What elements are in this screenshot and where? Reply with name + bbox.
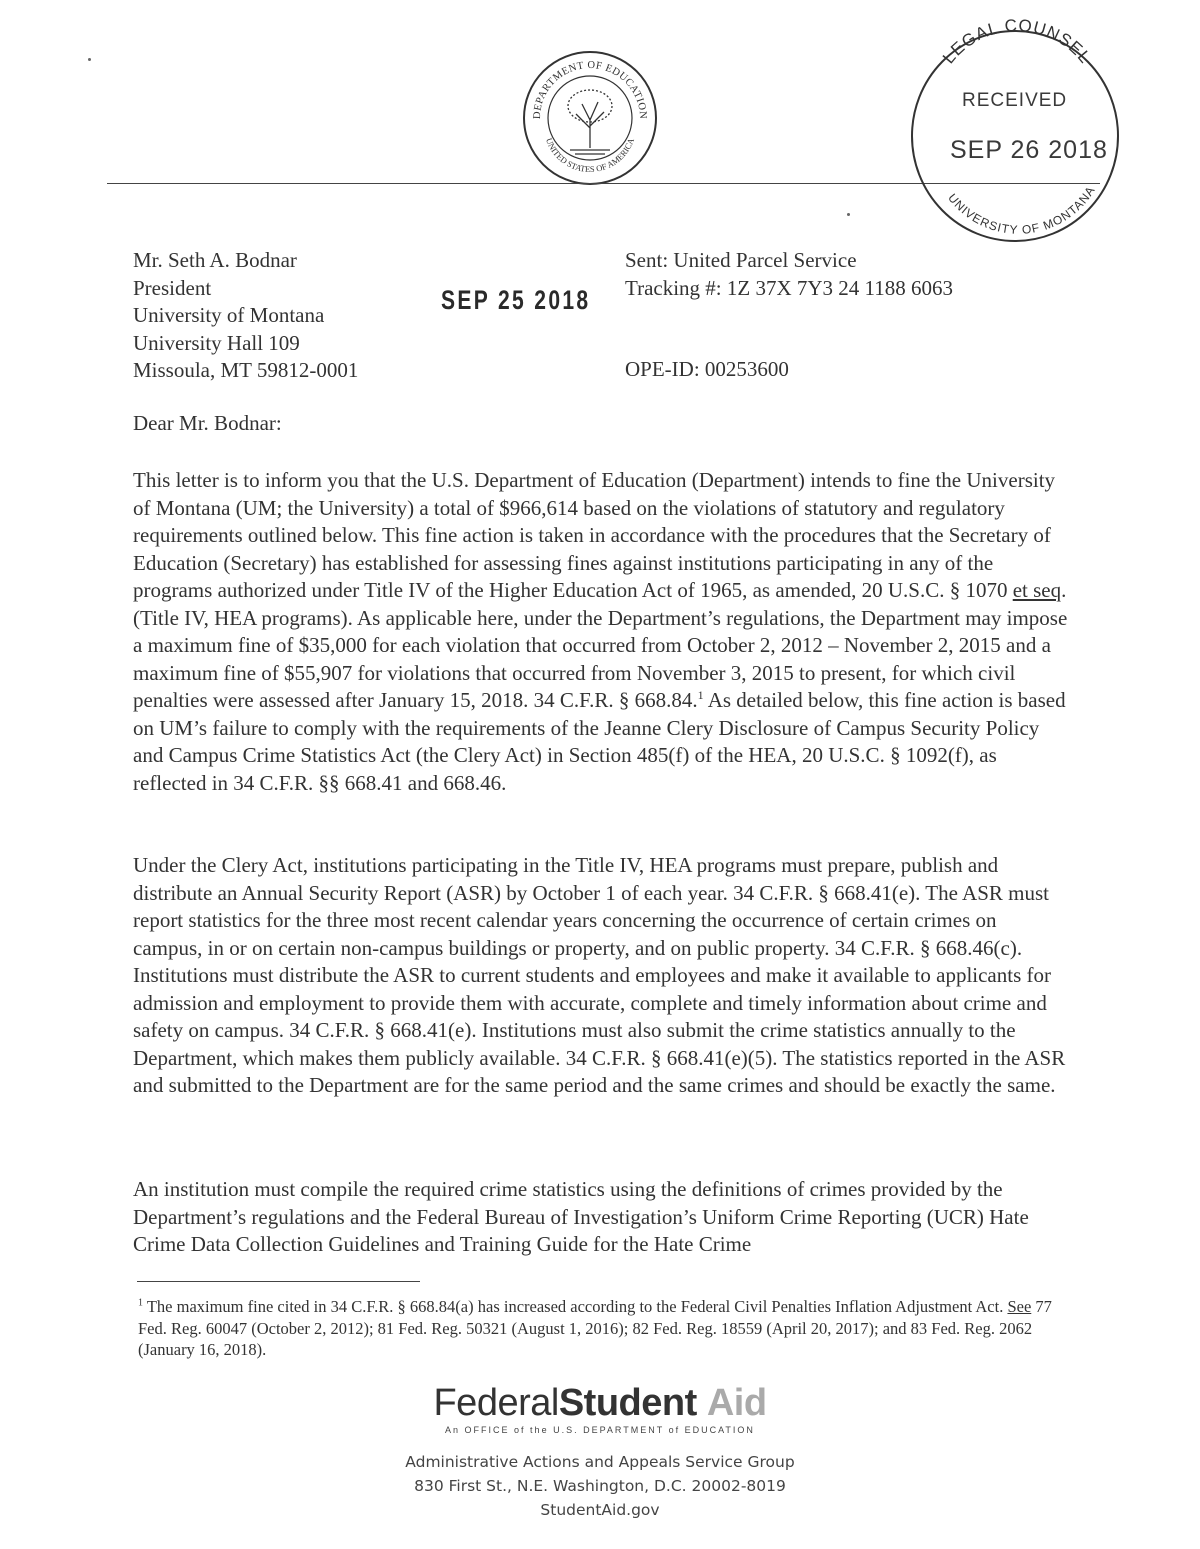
seal-top-text: DEPARTMENT OF EDUCATION (531, 59, 649, 120)
office-website: StudentAid.gov (540, 1501, 660, 1519)
footer-office (0, 1450, 1200, 1522)
recipient-title: President (133, 275, 212, 300)
footnote: $^1$ The maximum fine cited in 34 C.F.R. § 668.84(a) has increased according to the Federal Civil Penalties Inflation Adjustment Act. See 77 Fed. Reg. 60047 (October 2, 2012); 81 Fed. Reg. 50321 (August 1, 2016); 82 Fed. Reg. 18559 (April 20, 2017); and 83 Fed. Reg. 2062 (January 16, 2018). (138, 1297, 1052, 1359)
recipient-city: Missoula, MT 59812-0001 (133, 358, 359, 382)
stamp-bottom-text: UNIVERSITY OF MONTANA (945, 183, 1098, 237)
sent-method: Sent: United Parcel Service (625, 248, 857, 272)
body-paragraph-3: An institution must compile the required crime statistics using the definitions of crimes provided by the Department’s regulations and the Federal Bureau of Investigation’s Uniform Crime Reporting (UCR) Hate Crime Data Collection Guidelines and Training Guide for the Hate Crime (133, 1177, 1029, 1256)
scan-speck (88, 58, 91, 61)
seal-bottom-text: UNITED STATES OF AMERICA (544, 136, 636, 175)
footnote-rule (137, 1281, 420, 1282)
salutation: Dear Mr. Bodnar: (133, 411, 282, 435)
stamp-top-text: LEGAL COUNSEL (939, 18, 1095, 68)
stamp-received-label: RECEIVED (962, 90, 1068, 111)
et-seq: et seq (1012, 578, 1062, 602)
logo-tagline: An OFFICE of the U.S. DEPARTMENT of EDUCATION (445, 1425, 755, 1435)
federal-student-aid-logo: FederalStudent Aid (433, 1382, 767, 1424)
department-of-education-seal (520, 48, 660, 188)
recipient-office: University Hall 109 (133, 330, 300, 355)
received-stamp (905, 18, 1125, 248)
svg-text:LEGAL COUNSEL (939, 18, 1095, 67)
ope-id: OPE-ID: 00253600 (625, 357, 789, 381)
footnote-ref: 1 (697, 688, 704, 702)
date-stamp: SEP 25 2018 (441, 285, 591, 315)
office-address: 830 First St., N.E. Washington, D.C. 20002-8019 (414, 1477, 786, 1495)
body-paragraph-2: Under the Clery Act, institutions participating in the Title IV, HEA programs must prepare, publish and distribute an Annual Security Report (ASR) by October 1 of each year. 34 C.F.R. § 668.41(e). The ASR must report statistics for the three most recent calendar years concerning the occurrence of certain crimes on campus, in or on certain non-campus buildings or property, and on public property. 34 C.F.R. § 668.46(c). Institutions must distribute the ASR to current students and employees and make it available to applicants for admission and employment to provide them with accurate, complete and timely information about crime and safety on campus. 34 C.F.R. § 668.41(e). Institutions must also submit the crime statistics annually to the Department, which makes them publicly available. 34 C.F.R. § 668.41(e)(5). The statistics reported in the ASR and submitted to the Department are for the same period and the same crimes and should be exactly the same. (133, 853, 1066, 1097)
shipping-info (625, 247, 953, 302)
recipient-address (133, 247, 358, 385)
office-name: Administrative Actions and Appeals Service Group (405, 1453, 795, 1471)
body-paragraph-1: This letter is to inform you that the U.S. Department of Education (Department) intends to fine the University of Montana (UM; the University) a total of $966,614 based on the violations of statutory and regulatory requirements outlined below. This fine action is taken in accordance with the procedures that the Secretary of Education (Secretary) has established for assessing fines against institutions participating in any of the programs authorized under Title IV of the Higher Education Act of 1965, as amended, 20 U.S.C. § 1070 et seq. (Title IV, HEA programs). As applicable here, under the Department’s regulations, the Department may impose a maximum fine of $35,000 for each violation that occurred from October 2, 2012 – November 2, 2015 and a maximum fine of $55,907 for violations that occurred from November 3, 2015 to present, for which civil penalties were assessed after January 15, 2018. 34 C.F.R. § 668.84.$^1$ As detailed below, this fine action is based on UM’s failure to comply with the requirements of the Jeanne Clery Disclosure of Campus Security Policy and Campus Crime Statistics Act (the Clery Act) in Section 485(f) of the HEA, 20 U.S.C. § 1092(f), as reflected in 34 C.F.R. §§ 668.41 and 668.46. (133, 468, 1068, 795)
recipient-name: Mr. Seth A. Bodnar (133, 248, 297, 272)
stamp-received-date: SEP 26 2018 (950, 136, 1108, 164)
scan-speck (847, 213, 850, 216)
tracking-number: Tracking #: 1Z 37X 7Y3 24 1188 6063 (625, 275, 954, 300)
tree-icon (568, 90, 612, 154)
recipient-institution: University of Montana (133, 303, 325, 327)
